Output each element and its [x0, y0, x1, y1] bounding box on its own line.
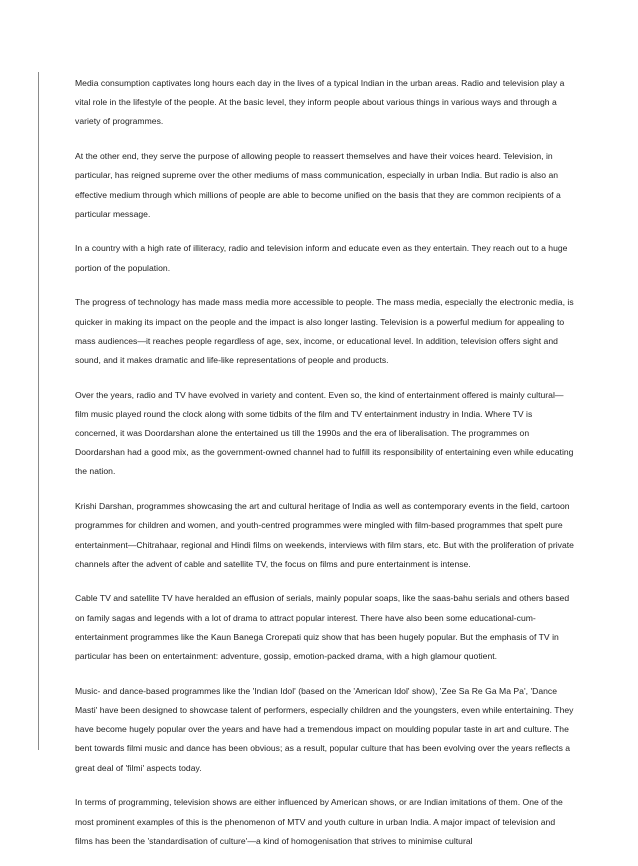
- paragraph-4: The progress of technology has made mass media more accessible to people. The mass media, especially the electronic media, is quicker in making its impact on the people and the impact is also longer lasting. Television is a powerful medium for appealing to mass audiences—it reaches people regardless of age, sex, income, or educational level. In addition, television offers sight and sound, and it makes dramatic and life-like representations of people and products.: [75, 297, 574, 365]
- paragraph-6: Krishi Darshan, programmes showcasing the art and cultural heritage of India as well as contemporary events in the field, cartoon programmes for children and women, and youth-centred programmes were mingled with film-based programmes that spelt pure entertainment—Chitrahaar, regional and Hindi films on weekends, interviews with film stars, etc. But with the proliferation of private channels after the advent of cable and satellite TV, the focus on films and pure entertainment is intense.: [75, 501, 574, 569]
- margin-rule: [38, 72, 39, 750]
- paragraph-9: In terms of programming, television shows are either influenced by American shows, or are Indian imitations of them. One of the most prominent examples of this is the phenomenon of MTV and youth culture in urban India. A major impact of television and films has been the 'standardisation of culture'—a kind of homogenisation that strives to minimise cultural: [75, 797, 563, 846]
- paragraph-7: Cable TV and satellite TV have heralded an effusion of serials, mainly popular soaps, like the saas-bahu serials and others based on family sagas and legends with a lot of drama to attract popular interest. There have also been some educational-cum-entertainment programmes like the Kaun Banega Crorepati quiz show that has been hugely popular. But the emphasis of TV in particular has been on entertainment: adventure, gossip, emotion-packed drama, with a high glamour quotient.: [75, 593, 570, 662]
- paragraph-5: Over the years, radio and TV have evolved in variety and content. Even so, the kind of entertainment offered is mainly cultural—film music played round the clock along with some tidbits of the film and TV entertainment industry in India. Where TV is concerned, it was Doordarshan alone the entertained us till the 1990s and the era of liberalisation. The programmes on Doordarshan had a good mix, as the government-owned channel had to fulfill its responsibility of entertaining even while educating the nation.: [75, 389, 574, 477]
- paragraph-1: Media consumption captivates long hours each day in the lives of a typical Indian in the urban areas. Radio and television play a vital role in the lifestyle of the people. At the basic level, they inform people about various things in various ways and through a variety of programmes.: [75, 78, 565, 127]
- paragraph-8: Music- and dance-based programmes like the 'Indian Idol' (based on the 'American Idol' show), 'Zee Sa Re Ga Ma Pa', 'Dance Masti' have been designed to showcase talent of performers, especially children and the youngsters, even while entertaining. They have become hugely popular over the years and have had a tremendous impact on moulding popular taste in art and culture. The bent towards filmi music and dance has been obvious; as a result, popular culture that has been evolving over the years reflects a great deal of 'filmi' aspects today.: [75, 685, 574, 773]
- paragraph-2: At the other end, they serve the purpose of allowing people to reassert themselves and have their voices heard. Television, in particular, has reigned supreme over the other mediums of mass communication, especially in urban India. But radio is also an effective medium through which millions of people are able to become unified on the basis that they are common recipients of a particular message.: [75, 151, 561, 219]
- document-body: [75, 74, 575, 866]
- paragraph-3: In a country with a high rate of illiteracy, radio and television inform and educate even as they entertain. They reach out to a huge portion of the population.: [75, 243, 568, 273]
